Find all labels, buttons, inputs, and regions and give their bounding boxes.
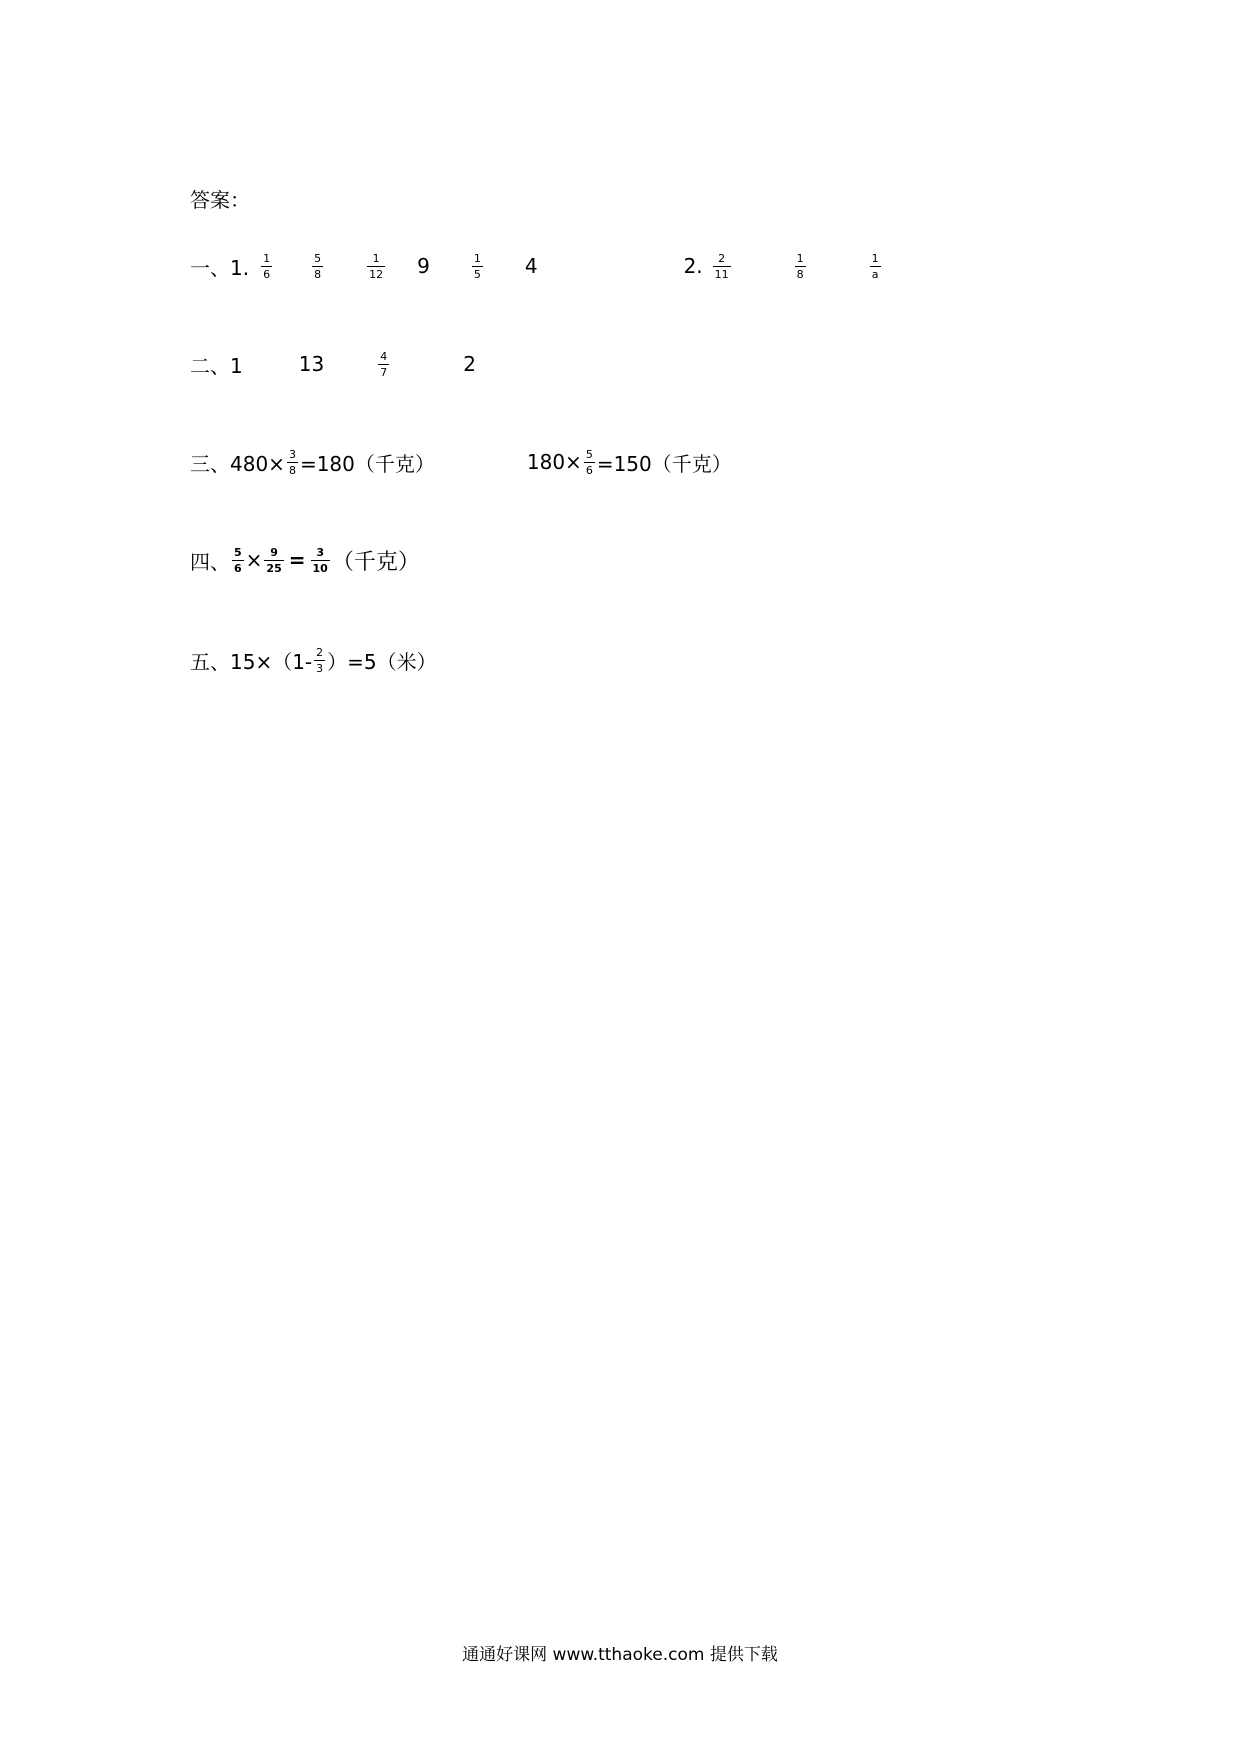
q1-label: 一、1. [190,255,250,280]
q5-result: ）=5（米） [327,649,437,674]
q3-fraction-1: $\frac{3}{8}$ [288,447,296,477]
q4-fraction-3: $\frac{3}{10}$ [312,545,328,575]
answer-heading [190,173,250,223]
q2-fraction: $\frac{4}{7}$ [380,349,388,379]
q3-expr-2: 180× [526,450,582,474]
q4-equals: = [288,548,306,572]
q5-label: 五、15×（1- [190,649,313,674]
q3-label: 三、480× [190,451,285,476]
q4-fraction-1: $\frac{5}{6}$ [234,545,242,575]
q4-times: × [245,548,263,572]
q1-value-4: 9 [417,254,430,278]
answer-q3 [190,437,732,487]
answer-q1 [190,241,883,291]
q3-result-1: =180（千克） [299,451,435,476]
q2-value-2: 13 [298,352,325,376]
q1-part2-fraction-3: $\frac{1}{a}$ [871,251,879,281]
page-footer: 通通好课网 www.tthaoke.com 提供下载 [462,1645,778,1665]
q3-result-2: =150（千克） [596,451,732,476]
q1-fraction-3: $\frac{1}{12}$ [369,251,384,281]
q5-fraction: $\frac{2}{3}$ [316,645,324,675]
q1-value-6: 4 [524,254,538,278]
answer-q4 [190,535,420,585]
q2-value-4: 2 [463,352,476,376]
q1-fraction-5: $\frac{1}{5}$ [473,251,481,281]
q4-fraction-2: $\frac{9}{25}$ [266,545,282,575]
q2-label: 二、1 [190,353,243,378]
answer-q5 [190,635,437,685]
q1-fraction-2: $\frac{5}{8}$ [314,251,322,281]
heading-text: 答案： [190,187,250,212]
q4-unit: （千克） [331,549,420,575]
q1-fraction-1: $\frac{1}{6}$ [263,251,271,281]
q1-part2-fraction-2: $\frac{1}{8}$ [796,251,804,281]
q1-part2-label: 2. [683,254,703,278]
answer-q2 [190,339,476,389]
q1-part2-fraction-1: $\frac{2}{11}$ [714,251,729,281]
q3-fraction-2: $\frac{5}{6}$ [585,447,593,477]
q4-label: 四、 [190,549,230,574]
